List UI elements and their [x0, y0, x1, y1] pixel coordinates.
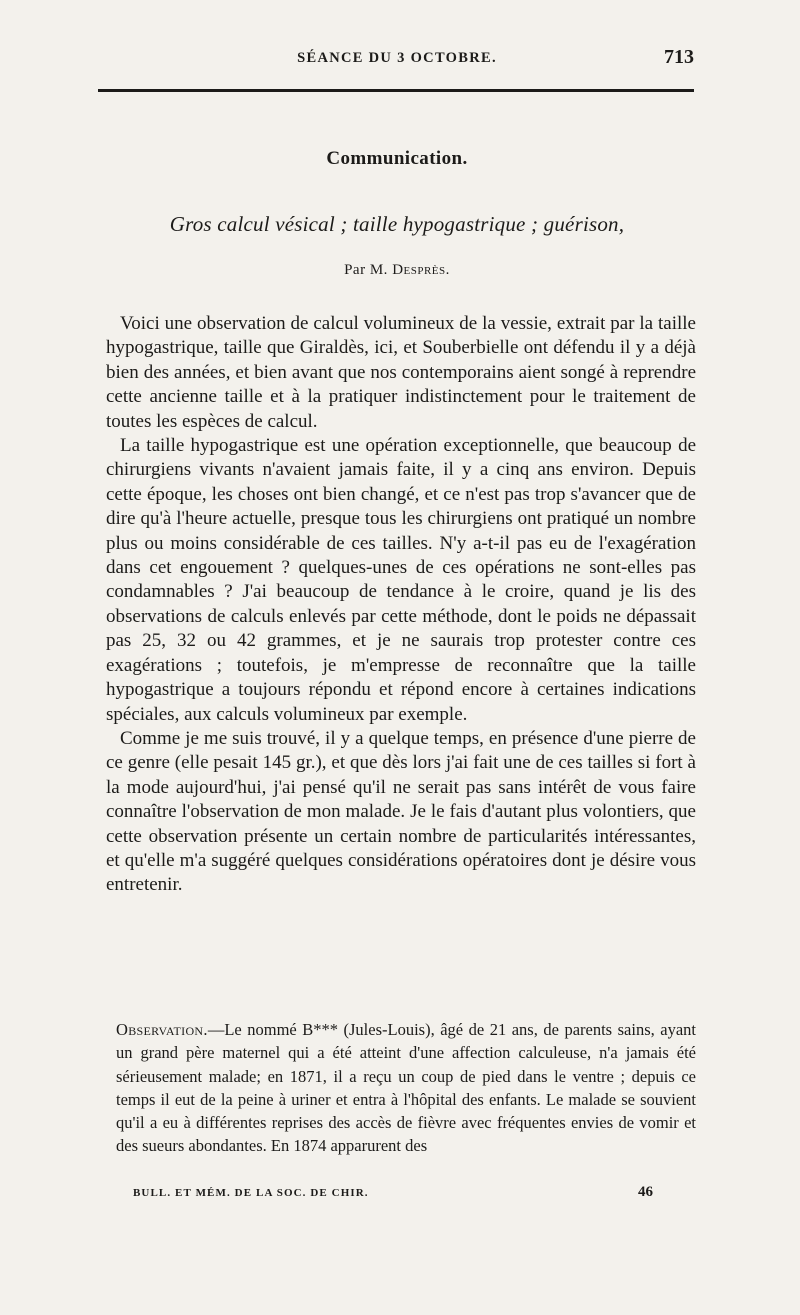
body-paragraph: La taille hypogastrique est une opération exceptionnelle, que beaucoup de chirurgiens vivants n'avaient jamais faite, il y a cinq ans environ. Depuis cette époque, les choses ont bien changé, et ce n'est pas trop s'avancer que de dire qu'à l'heure actuelle, presque tous les chirurgiens ont pratiqué un nombre plus ou moins considérable de ces tailles. N'y a-t-il pas eu de l'exagération dans cet engouement ? quelques-unes de ces opérations ne sont-elles pas condamnables ? J'ai beaucoup de tendance à le croire, quand je lis des observations de calculs enlevés par cette méthode, dont le poids ne dépassait pas 25, 32 ou 42 grammes, et je ne saurais trop protester contre ces exagérations ; toutefois, je m'empresse de reconnaître que la taille hypogastrique a toujours répondu et répond encore à certaines indications spéciales, aux calculs volumineux par exemple. [106, 435, 696, 725]
body-paragraph: Comme je me suis trouvé, il y a quelque temps, en présence d'une pierre de ce genre (elle pesait 145 gr.), et que dès lors j'ai fait une de ces tailles si fort à la mode aujourd'hui, j'ai pensé qu'il ne serait pas sans intérêt de vous faire connaître l'observation de mon malade. Je le fais d'autant plus volontiers, que cette observation présente un certain nombre de particularités intéressantes, et qu'elle m'a suggéré quelques considérations opératoires dont je désire vous entretenir. [106, 727, 696, 896]
article-body [106, 312, 696, 898]
header-rule [98, 89, 694, 92]
byline-author: Desprès. [392, 262, 450, 278]
running-head [98, 46, 696, 70]
observation-text: —Le nommé B*** (Jules-Louis), âgé de 21 ans, de parents sains, ayant un grand père maternel qui a été atteint d'une affection calculeuse, n'a jamais été sérieusement malade; en 1871, il a reçu un coup de pied dans le ventre ; depuis ce temps il eut de la peine à uriner et entra à l'hôpital des enfants. Le malade se souvient qu'il a eu à différentes reprises des accès de fièvre avec fréquentes envies de vomir et des sueurs abondantes. En 1874 apparurent des [116, 1020, 696, 1156]
body-paragraph: Voici une observation de calcul volumineux de la vessie, extrait par la taille hypogastrique, taille que Giraldès, ici, et Souberbielle ont défendu il y a déjà bien des années, et bien avant que nos contemporains aient songé à reprendre cette ancienne taille et à la pratiquer indistinctement pour le traitement de toutes les espèces de calcul. [106, 313, 696, 432]
signature-number: 46 [638, 1184, 653, 1200]
observation-label: Observation. [116, 1020, 208, 1039]
page-number: 713 [664, 46, 694, 68]
article-title: Gros calcul vésical ; taille hypogastrique ; guérison, [169, 212, 625, 236]
observation-block [116, 1018, 696, 1158]
byline [98, 262, 696, 279]
observation-paragraph [116, 1018, 696, 1158]
byline-prefix: Par M. [344, 262, 393, 278]
signature-footer [133, 1184, 653, 1206]
running-head-title: SÉANCE DU 3 OCTOBRE. [297, 50, 497, 66]
section-heading: Communication. [326, 148, 468, 169]
signature-line: BULL. ET MÉM. DE LA SOC. DE CHIR. [133, 1187, 369, 1199]
